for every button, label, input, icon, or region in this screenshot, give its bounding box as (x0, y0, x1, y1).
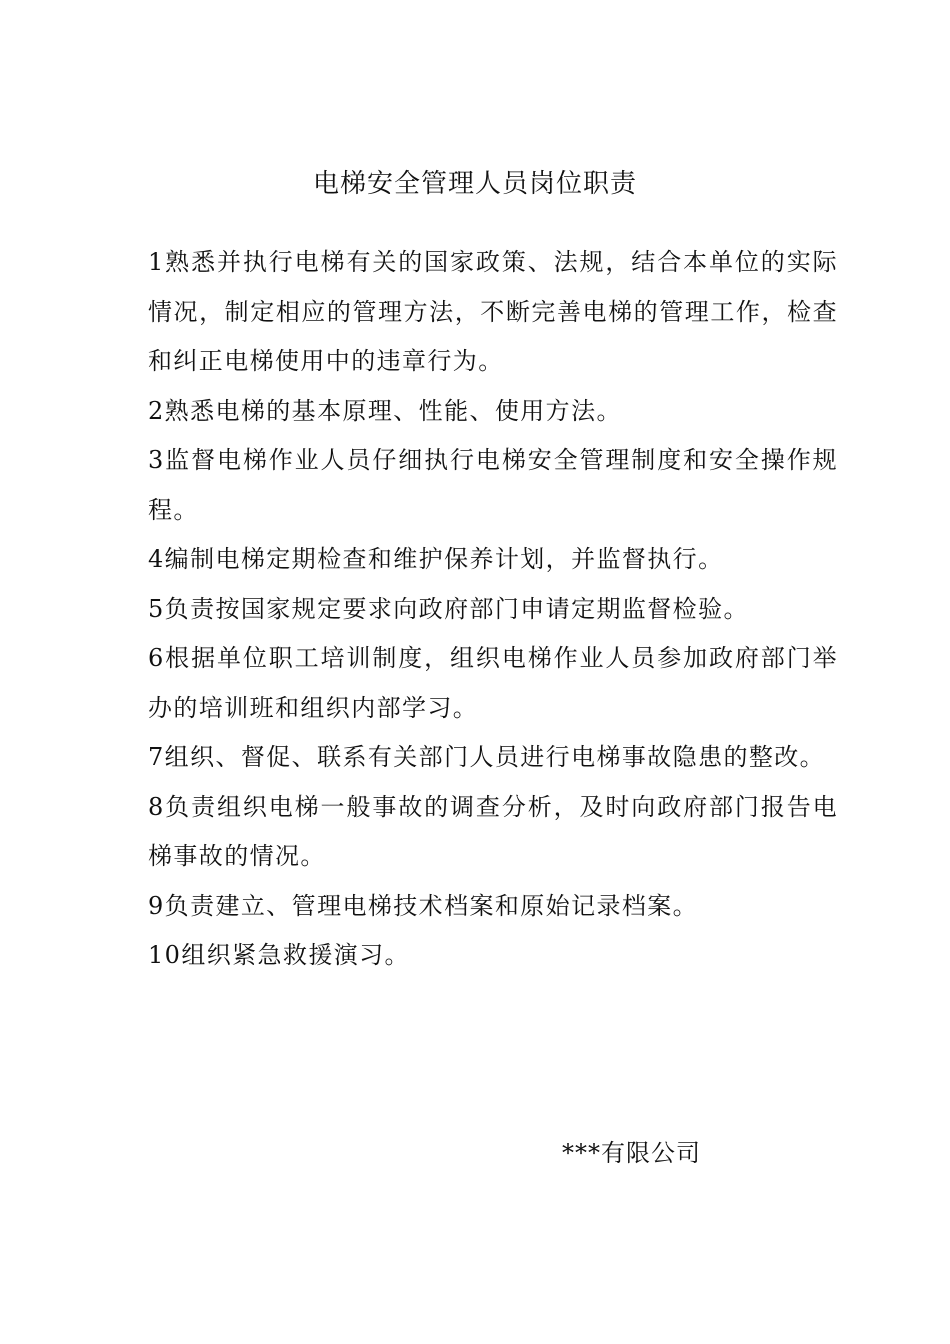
duty-item-4: 4编制电梯定期检查和维护保养计划，并监督执行。 (148, 545, 724, 573)
duty-item-1: 1熟悉并执行电梯有关的国家政策、法规，结合本单位的实际情况，制定相应的管理方法，不断完善电梯的管理工作，检查和纠正电梯使用中的违章行为。 (148, 248, 838, 375)
duty-item-6: 6根据单位职工培训制度，组织电梯作业人员参加政府部门举办的培训班和组织内部学习。 (148, 644, 838, 722)
duty-item-8: 8负责组织电梯一般事故的调查分析，及时向政府部门报告电梯事故的情况。 (148, 792, 838, 870)
duty-item-5: 5负责按国家规定要求向政府部门申请定期监督检验。 (148, 594, 749, 623)
duty-item-2: 2熟悉电梯的基本原理、性能、使用方法。 (148, 396, 622, 425)
duty-item-3: 3监督电梯作业人员仔细执行电梯安全管理制度和安全操作规程。 (148, 446, 838, 524)
duty-item-9: 9负责建立、管理电梯技术档案和原始记录档案。 (148, 891, 699, 920)
document-title: 电梯安全管理人员岗位职责 (312, 169, 637, 199)
duty-item-10: 10组织紧急救援演习。 (148, 941, 410, 969)
company-signature: ***有限公司 (562, 1139, 701, 1167)
duty-item-7: 7组织、督促、联系有关部门人员进行电梯事故隐患的整改。 (148, 743, 826, 771)
duty-list (148, 238, 838, 981)
